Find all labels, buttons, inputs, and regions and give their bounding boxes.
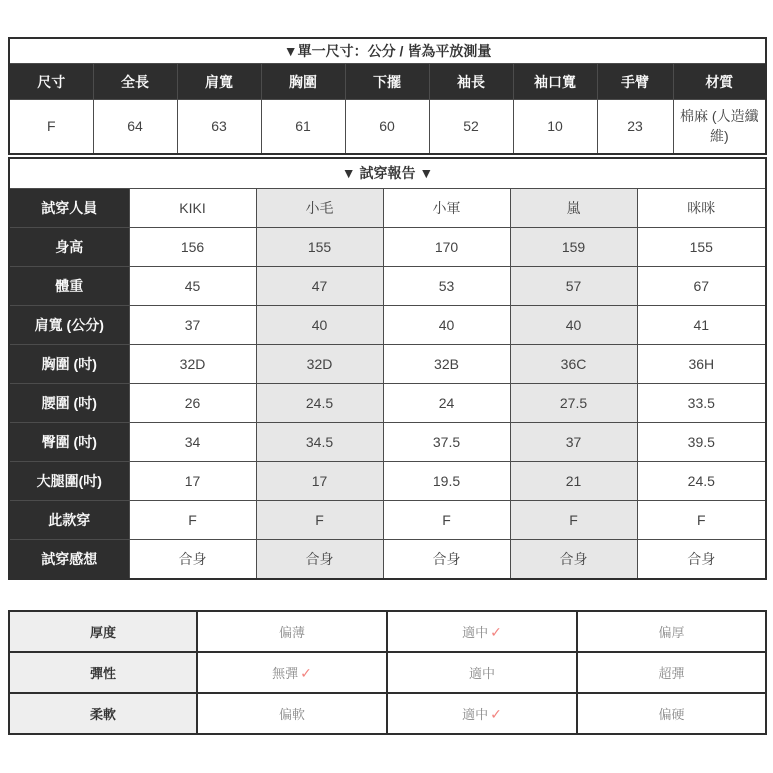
size-table-header-row (9, 64, 766, 100)
size-header-cell: 下擺 (345, 64, 429, 100)
row-label: 試穿感想 (9, 540, 129, 579)
table-row (9, 267, 766, 306)
fitting-cell: F (383, 501, 510, 540)
fitting-cell: 67 (637, 267, 766, 306)
check-icon: ✓ (490, 623, 502, 640)
fitting-cell: 咪咪 (637, 189, 766, 228)
row-label: 試穿人員 (9, 189, 129, 228)
fitting-cell: 合身 (383, 540, 510, 579)
property-table (8, 610, 767, 735)
row-label: 彈性 (9, 652, 197, 693)
fitting-cell: F (256, 501, 383, 540)
size-value-cell: 60 (345, 100, 429, 154)
table-row (9, 345, 766, 384)
row-label: 胸圍 (吋) (9, 345, 129, 384)
property-option (197, 652, 387, 693)
fitting-cell: 36H (637, 345, 766, 384)
fitting-table-title: ▼ 試穿報告 ▼ (9, 158, 766, 189)
row-label: 厚度 (9, 611, 197, 652)
fitting-cell: 40 (510, 306, 637, 345)
property-option (387, 693, 577, 734)
fitting-cell: 57 (510, 267, 637, 306)
fitting-cell: 39.5 (637, 423, 766, 462)
fitting-table (8, 157, 767, 580)
size-value-cell: F (9, 100, 93, 154)
fitting-cell: 合身 (129, 540, 256, 579)
option-text: 偏薄 (278, 624, 305, 640)
table-row (9, 423, 766, 462)
table-row (9, 384, 766, 423)
property-option (577, 652, 766, 693)
fitting-cell: 嵐 (510, 189, 637, 228)
fitting-cell: 156 (129, 228, 256, 267)
fitting-cell: 53 (383, 267, 510, 306)
size-value-cell: 61 (261, 100, 345, 154)
option-text: 偏軟 (278, 706, 305, 722)
fitting-cell: 40 (256, 306, 383, 345)
fitting-cell: 小軍 (383, 189, 510, 228)
size-table-title-row (9, 38, 766, 64)
fitting-cell: KIKI (129, 189, 256, 228)
table-row (9, 462, 766, 501)
table-row (9, 501, 766, 540)
table-row (9, 652, 766, 693)
property-option (577, 693, 766, 734)
fitting-cell: 17 (129, 462, 256, 501)
fitting-cell: 37.5 (383, 423, 510, 462)
table-row (9, 611, 766, 652)
fitting-cell: 170 (383, 228, 510, 267)
fitting-cell: 26 (129, 384, 256, 423)
fitting-cell: F (510, 501, 637, 540)
size-header-cell: 肩寬 (177, 64, 261, 100)
size-table-title: ▼單一尺寸：公分 / 皆為平放測量 (9, 38, 766, 64)
row-label: 腰圍 (吋) (9, 384, 129, 423)
size-header-cell: 材質 (673, 64, 766, 100)
table-row (9, 693, 766, 734)
check-icon: ✓ (300, 664, 312, 681)
size-header-cell: 袖長 (429, 64, 513, 100)
fitting-cell: 24.5 (637, 462, 766, 501)
fitting-cell: 32B (383, 345, 510, 384)
fitting-cell: 41 (637, 306, 766, 345)
size-value-cell: 10 (513, 100, 597, 154)
row-label: 體重 (9, 267, 129, 306)
table-row (9, 306, 766, 345)
property-option (577, 611, 766, 652)
fitting-cell: 37 (129, 306, 256, 345)
check-icon: ✓ (490, 705, 502, 722)
size-header-cell: 手臂 (597, 64, 673, 100)
option-text: 適中 (462, 624, 489, 640)
size-table-value-row (9, 100, 766, 154)
size-header-cell: 全長 (93, 64, 177, 100)
fitting-cell: 24.5 (256, 384, 383, 423)
fitting-cell: 155 (256, 228, 383, 267)
fitting-cell: 合身 (510, 540, 637, 579)
fitting-cell: 155 (637, 228, 766, 267)
row-label: 臀圍 (吋) (9, 423, 129, 462)
option-text: 無彈 (272, 665, 299, 681)
fitting-cell: 33.5 (637, 384, 766, 423)
option-text: 超彈 (658, 665, 685, 681)
fitting-cell: 19.5 (383, 462, 510, 501)
fitting-cell: 27.5 (510, 384, 637, 423)
fitting-table-title-row (9, 158, 766, 189)
fitting-cell: 36C (510, 345, 637, 384)
fitting-cell: 37 (510, 423, 637, 462)
fitting-cell: F (637, 501, 766, 540)
size-material-cell: 棉麻 (人造纖維) (673, 100, 766, 154)
fitting-cell: 17 (256, 462, 383, 501)
size-value-cell: 63 (177, 100, 261, 154)
fitting-cell: 24 (383, 384, 510, 423)
fitting-cell: F (129, 501, 256, 540)
table-row (9, 540, 766, 579)
fitting-cell: 45 (129, 267, 256, 306)
size-value-cell: 23 (597, 100, 673, 154)
option-text: 偏厚 (658, 624, 685, 640)
row-label: 肩寬 (公分) (9, 306, 129, 345)
table-row (9, 228, 766, 267)
option-text: 適中 (468, 665, 495, 681)
size-header-cell: 袖口寬 (513, 64, 597, 100)
row-label: 此款穿 (9, 501, 129, 540)
property-option (197, 611, 387, 652)
size-table (8, 37, 767, 155)
fitting-cell: 合身 (637, 540, 766, 579)
fitting-cell: 32D (129, 345, 256, 384)
size-value-cell: 64 (93, 100, 177, 154)
row-label: 身高 (9, 228, 129, 267)
option-text: 適中 (462, 706, 489, 722)
fitting-cell: 小毛 (256, 189, 383, 228)
fitting-cell: 40 (383, 306, 510, 345)
property-option (387, 652, 577, 693)
fitting-cell: 34 (129, 423, 256, 462)
fitting-cell: 47 (256, 267, 383, 306)
fitting-cell: 21 (510, 462, 637, 501)
fitting-cell: 32D (256, 345, 383, 384)
option-text: 偏硬 (658, 706, 685, 722)
fitting-cell: 159 (510, 228, 637, 267)
size-header-cell: 胸圍 (261, 64, 345, 100)
size-value-cell: 52 (429, 100, 513, 154)
property-option (387, 611, 577, 652)
row-label: 柔軟 (9, 693, 197, 734)
table-row (9, 189, 766, 228)
property-option (197, 693, 387, 734)
row-label: 大腿圍(吋) (9, 462, 129, 501)
fitting-cell: 34.5 (256, 423, 383, 462)
fitting-cell: 合身 (256, 540, 383, 579)
size-header-cell: 尺寸 (9, 64, 93, 100)
